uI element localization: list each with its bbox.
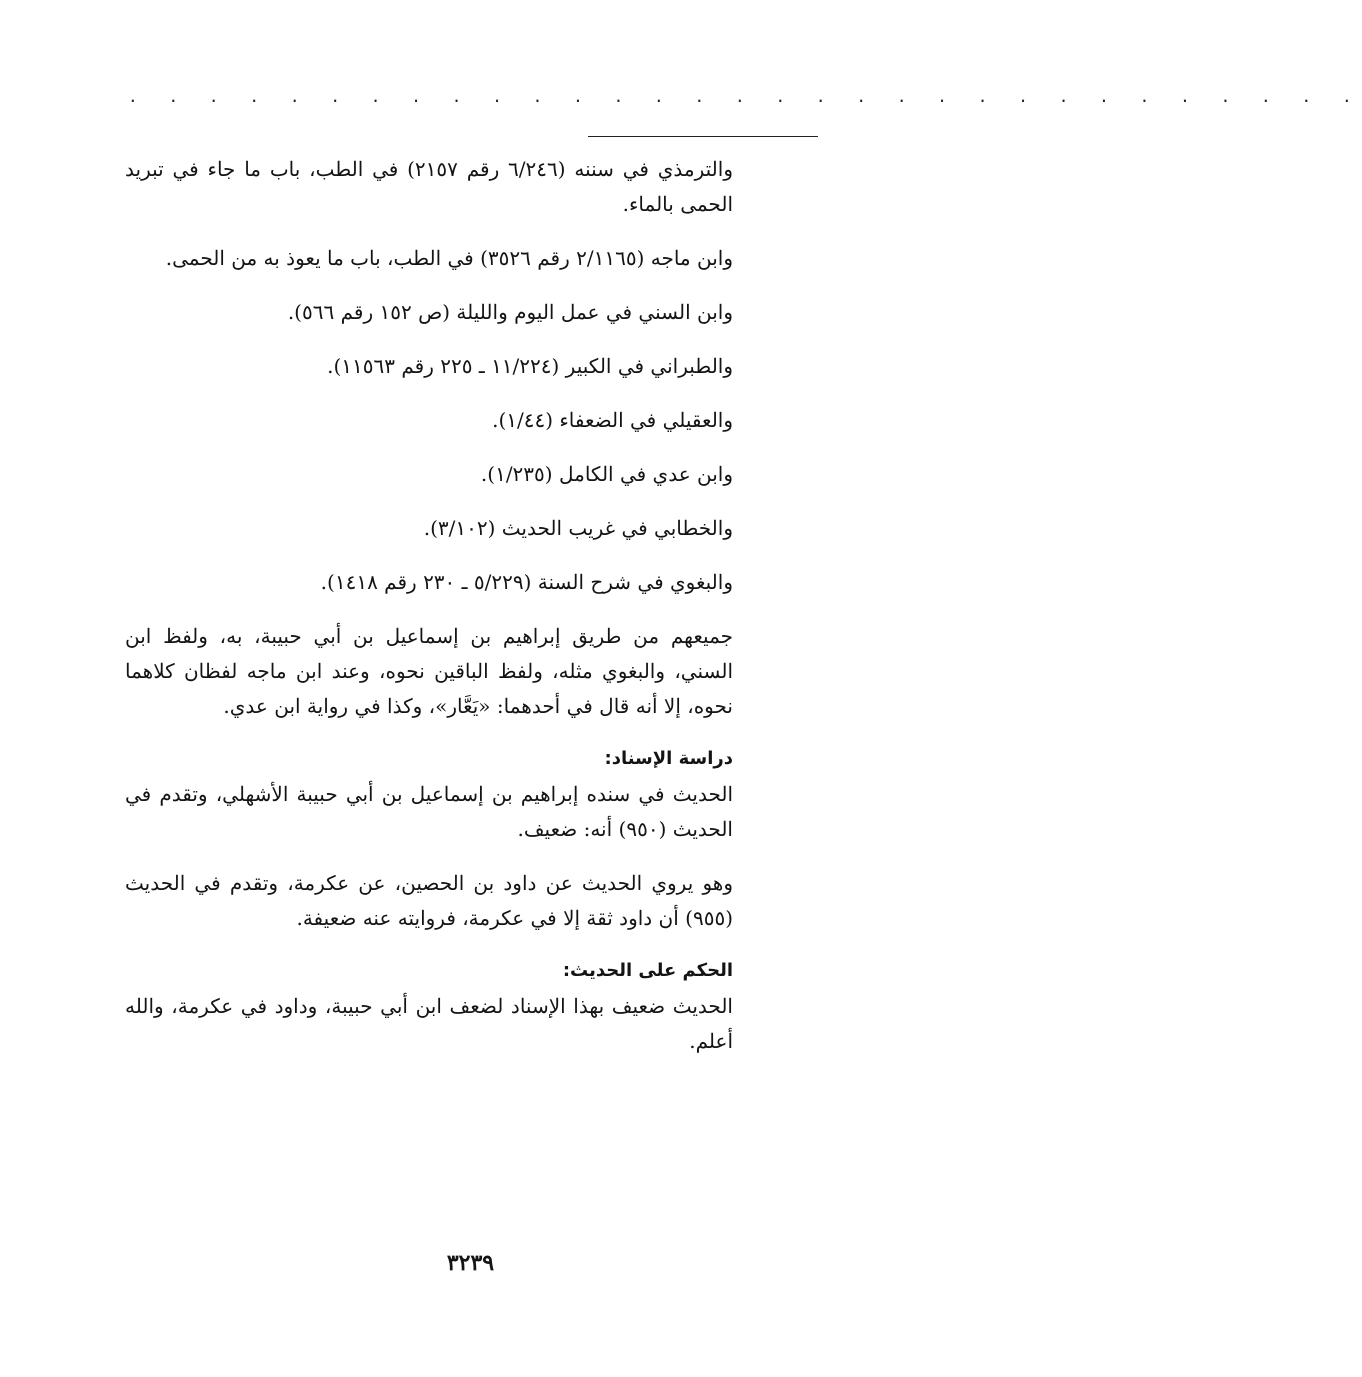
header-dotted-line: . . . . . . . . . . . . . . . . . . . . . . . . . . . . . . . <box>128 87 1362 106</box>
heading-isnad-study: دراسة الإسناد: <box>604 748 733 769</box>
paragraph-isnad-2: وهو يروي الحديث عن داود بن الحصين، عن عكرمة، وتقدم في الحديث (٩٥٥) أن داود ثقة إلا في عكرمة، فروايته عنه ضعيفة. <box>125 871 733 930</box>
paragraph-isnad-1: الحديث في سنده إبراهيم بن إسماعيل بن أبي حبيبة الأشهلي، وتقدم في الحديث (٩٥٠) أنه: ضعيف. <box>125 782 733 841</box>
footnote-separator-rule <box>588 136 818 137</box>
paragraph-baghawi: والبغوي في شرح السنة (٥/٢٢٩ ـ ٢٣٠ رقم ١٤١٨). <box>320 570 733 594</box>
page-number: ٣٢٣٩ <box>446 1250 495 1276</box>
paragraph-tirmidhi: والترمذي في سننه (٦/٢٤٦ رقم ٢١٥٧) في الطب، باب ما جاء في تبريد الحمى بالماء. <box>125 157 733 216</box>
paragraph-ruling: الحديث ضعيف بهذا الإسناد لضعف ابن أبي حبيبة، وداود في عكرمة، والله أعلم. <box>125 994 733 1053</box>
heading-hadith-ruling: الحكم على الحديث: <box>562 960 733 981</box>
paragraph-tabarani: والطبراني في الكبير (١١/٢٢٤ ـ ٢٢٥ رقم ١١٥٦٣). <box>327 354 733 378</box>
paragraph-ibn-adi: وابن عدي في الكامل (١/٢٣٥). <box>480 462 733 486</box>
main-text <box>125 152 733 1078</box>
paragraph-ibn-majah: وابن ماجه (٢/١١٦٥ رقم ٣٥٢٦) في الطب، باب ما يعوذ به من الحمى. <box>165 246 733 270</box>
paragraph-uqaili: والعقيلي في الضعفاء (١/٤٤). <box>492 408 733 432</box>
paragraph-summary: جميعهم من طريق إبراهيم بن إسماعيل بن أبي حبيبة، به، ولفظ ابن السني، والبغوي مثله، ولفظ الباقين نحوه، وعند ابن ماجه لفظان كلاهما نحوه، إلا أنه قال في أحدهما: «يَعَّار»، وكذا في رواية ابن عدي. <box>125 624 733 718</box>
paragraph-ibn-sunni: وابن السني في عمل اليوم والليلة (ص ١٥٢ رقم ٥٦٦). <box>287 300 733 324</box>
paragraph-khattabi: والخطابي في غريب الحديث (٣/١٠٢). <box>423 516 733 540</box>
